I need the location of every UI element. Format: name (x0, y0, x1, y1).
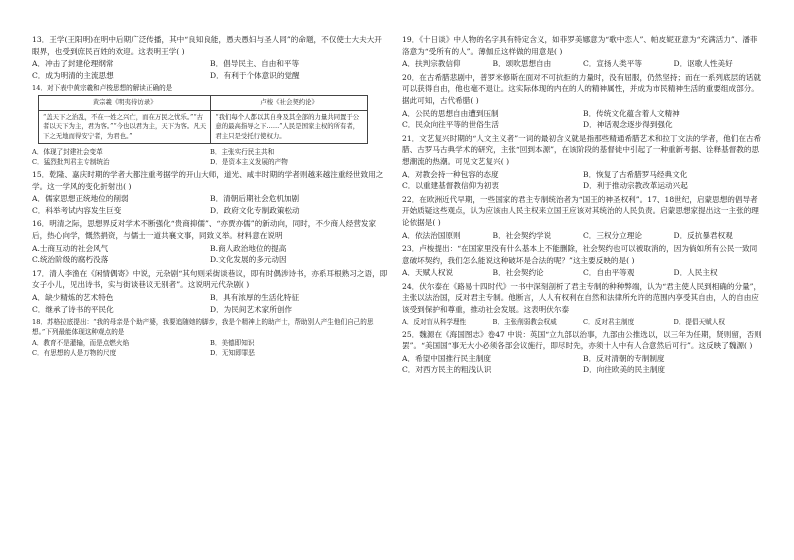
option-b: B．清朝后期社会危机加剧 (210, 194, 300, 204)
question-14 (32, 83, 388, 167)
question-15 (32, 169, 388, 216)
option-c: C.统治阶级的腐朽没落 (32, 255, 109, 265)
option-d: D．为民间艺术家所创作 (210, 304, 293, 314)
option-b: B．主张实行民主共和 (210, 148, 275, 156)
table-header: 卢梭《社会契约论》 (211, 96, 368, 110)
question-25 (402, 329, 764, 376)
option-c: C．民众向往平等的世俗生活 (402, 120, 499, 130)
question-16 (32, 218, 388, 265)
option-d: D．无知即罪恶 (210, 349, 255, 358)
question-stem: 25．魏源在《海国图志》卷47 中说：英国“立九部以治事，九部由公推选以，以三年为任期，贤则留，否则罢”。“美国国“事无大小必须各部会议施行，即尽时先，亦须十人中有人合意然后可行”。这反映了魏源( ) (402, 329, 762, 351)
option-a: A．公民的思想自由遭到压制 (402, 108, 499, 118)
option-a: A.士商互动的社会风气 (32, 243, 109, 253)
question-20 (402, 72, 764, 131)
option-c: C．自由平等观 (583, 268, 635, 278)
option-b: B．美德即知识 (210, 339, 255, 348)
option-c: C．对西方民主的粗浅认识 (402, 365, 492, 375)
source-table (38, 95, 368, 144)
left-column (32, 34, 388, 360)
option-d: D．提倡天赋人权 (673, 317, 725, 326)
option-a: A．希望中国推行民主制度 (402, 353, 492, 363)
option-c: C．科举考试内容发生巨变 (32, 205, 122, 215)
option-d: D．政府文化专制政策松动 (210, 205, 300, 215)
option-d: D．是资本主义发展的产物 (210, 158, 288, 166)
option-c: C．成为明清的主流思想 (32, 70, 114, 80)
question-22 (402, 194, 764, 241)
question-stem: 23．卢梭提出：“在国家里没有什么基本上不能删除，社会契约也可以被取消的，因为倘如所有公民一致同意破坏契约，我们怎么能说这种破坏是合法的呢？”这主要反映的是( ) (402, 244, 758, 265)
option-d: D．神话观念逐步得到强化 (583, 120, 673, 130)
option-d: D．向往欧美的民主制度 (583, 365, 666, 375)
option-d: D．人民主权 (673, 268, 718, 278)
question-stem: 16．明清之际，思想界反对学术不断强化“贵商抑儒”、“亦贾亦儒”的新动向，同时，不少商人经营发家后，热心向学，慨然捐资，与儒士一道共襄文事，同致义举。材料意在说明 (32, 219, 377, 240)
question-13 (32, 34, 388, 81)
option-c: C．三权分立理论 (583, 230, 642, 240)
option-b: B．反对清朝的专制制度 (583, 353, 665, 363)
option-b: B．具有浓厚的生活化特征 (210, 292, 300, 302)
option-a: A．教育不是灌输，而是点燃火焰 (32, 339, 130, 348)
option-a: A．体现了封建社会变革 (32, 148, 103, 156)
option-a: A．冲击了封建伦理纲常 (32, 59, 114, 69)
option-a: A．缺少精炼的艺术特色 (32, 292, 114, 302)
option-c: C．猛烈批判君主专制统治 (32, 158, 110, 166)
question-18 (32, 317, 388, 358)
option-c: C．反对君主制度 (583, 317, 635, 326)
table-cell: “我们每个人都以其自身及其全部的力量共同置于公意的最高指导之下……”人民是国家主权的所有者，君主只是受托行使权力。 (211, 110, 368, 143)
option-d: D．利于推动宗教改革运动兴起 (583, 181, 688, 191)
option-b: B.商人政治地位的提高 (210, 243, 287, 253)
question-17 (32, 268, 388, 315)
question-stem: 17．清人李渔在《闲情偶寄》中说，元杂剧“其句则采街谈巷议，即有时偶涉诗书，亦系耳根熟习之语，即女子小儿，见出诗书，实与街谈巷议无别者”。这说明元代杂剧( ) (32, 268, 388, 290)
option-c: C．有思想的人是万物的尺度 (32, 349, 117, 358)
option-c: C．宣扬人类平等 (583, 59, 642, 69)
option-a: A．儒家思想正统地位的削弱 (32, 194, 129, 204)
option-d: D．反抗暴君权观 (673, 230, 733, 240)
question-stem: 13．王学(王阳明)在明中后期广泛传播，其中“良知良能，愚夫愚妇与圣人同”的命题，不仅使士大夫大开眼界，也受到庶民百姓的欢迎。这表明王学( ) (32, 35, 382, 56)
option-a: A．扶判宗教信仰 (402, 59, 461, 69)
option-b: B．主张削弱教会权威 (492, 317, 557, 326)
question-24 (402, 281, 764, 327)
option-c: C．继承了诗书的平民化 (32, 304, 114, 314)
option-d: D.文化发展的多元动因 (210, 255, 287, 265)
table-header: 黄宗羲《明夷待访录》 (39, 96, 211, 110)
option-b: B．社会契约学说 (492, 230, 552, 240)
option-b: B．传统文化蕴含着人文精神 (583, 108, 680, 118)
option-a: A．天赋人权说 (402, 268, 454, 278)
option-b: B．社会契约论 (492, 268, 544, 278)
question-stem: 19．《十日谈》中人物的名字具有特定含义，如菲罗美娜意为“歌中恋人”、帕皮妮亚意为“充满活力”、潘菲洛意为“受所有的人”。薄伽丘这样做的用意是( ) (402, 35, 758, 56)
right-column (402, 34, 764, 378)
option-d: D．讴歌人性美好 (673, 59, 733, 69)
question-21 (402, 133, 764, 192)
option-b: B．倡导民主、自由和平等 (210, 59, 300, 69)
question-23 (402, 243, 764, 279)
option-a: A．对教会持一种包容的态度 (402, 169, 499, 179)
question-stem: 22．在欧洲近代早期，一些国家的君主专制统治者为“国王的神圣权利”。17、18世纪，启蒙思想的倡导者开始质疑这些观点，认为应该由人民主权来立国王应该对其统治的人民负责。启蒙思想家提出这一主张的理论依据是( ) (402, 194, 759, 227)
question-stem: 15．乾隆、嘉庆时期的学者大都注重考据学的开山大师，道光、咸丰时期的学者则越来越注重经世致用之学。这一学风的变化折射出( ) (32, 170, 384, 191)
option-d: D．有利于个体意识的觉醒 (210, 70, 300, 80)
option-a: A．依法治国原则 (402, 230, 461, 240)
table-cell: “盖天下之治乱，不在一姓之兴亡，而在万民之忧乐。”“古者以天下为主，君为客。”“今也以君为主，天下为客。凡天下之无地而得安宁者，为君也。” (39, 110, 211, 143)
question-stem: 14．对下表中黄宗羲和卢梭思想的解读正确的是 (32, 84, 173, 93)
option-b: B．颂吹思想自由 (492, 59, 552, 69)
option-c: C．以重建基督教信仰为初衷 (402, 181, 499, 191)
option-a: A．反对盲从科学理性 (402, 317, 467, 326)
question-stem: 21．文艺复兴时期的“人文主义者”一词的最初含义就是指那些精通希腊艺术和拉丁文法的学者，他们在古希腊、古罗马古典学术的研究，主张“回到本源”，在该阶段的基督徒中引起了一种重新考据、诠释基督教的思想潮流的热潮。可见文艺复兴( ) (402, 133, 762, 166)
question-stem: 18．苏格拉底提出：“我的母亲是个助产婆，我要追随她的脚步，我是个精神上的助产士，帮助别人产生他们自己的思想。”下列最能体现这种观点的是 (32, 318, 374, 337)
question-stem: 24．伏尔泰在《路易十四时代》一书中深刻剖析了君主专制的种种弊端，认为“君主使人民到相确的分量”，主张以法治国，反对君主专制。他断言，人人有权利在自然和法律所允许的范围内享受其自由，人的自由应该受到保护和尊重，推动社会发展。这表明伏尔泰 (402, 281, 762, 315)
question-19 (402, 34, 764, 70)
question-stem: 20．在古希腊悲剧中，普罗米修斯在面对不可抗拒的力量时，没有屈服，仍然坚持；而在一系列底层的话就可以获得自由，他也毫不退让。这实际体现的内在的人的精神属性，并成为市民精神生活的重要组成部分。据此可知，古代希腊( ) (402, 72, 761, 105)
option-b: B．恢复了古希腊罗马经典文化 (583, 169, 688, 179)
